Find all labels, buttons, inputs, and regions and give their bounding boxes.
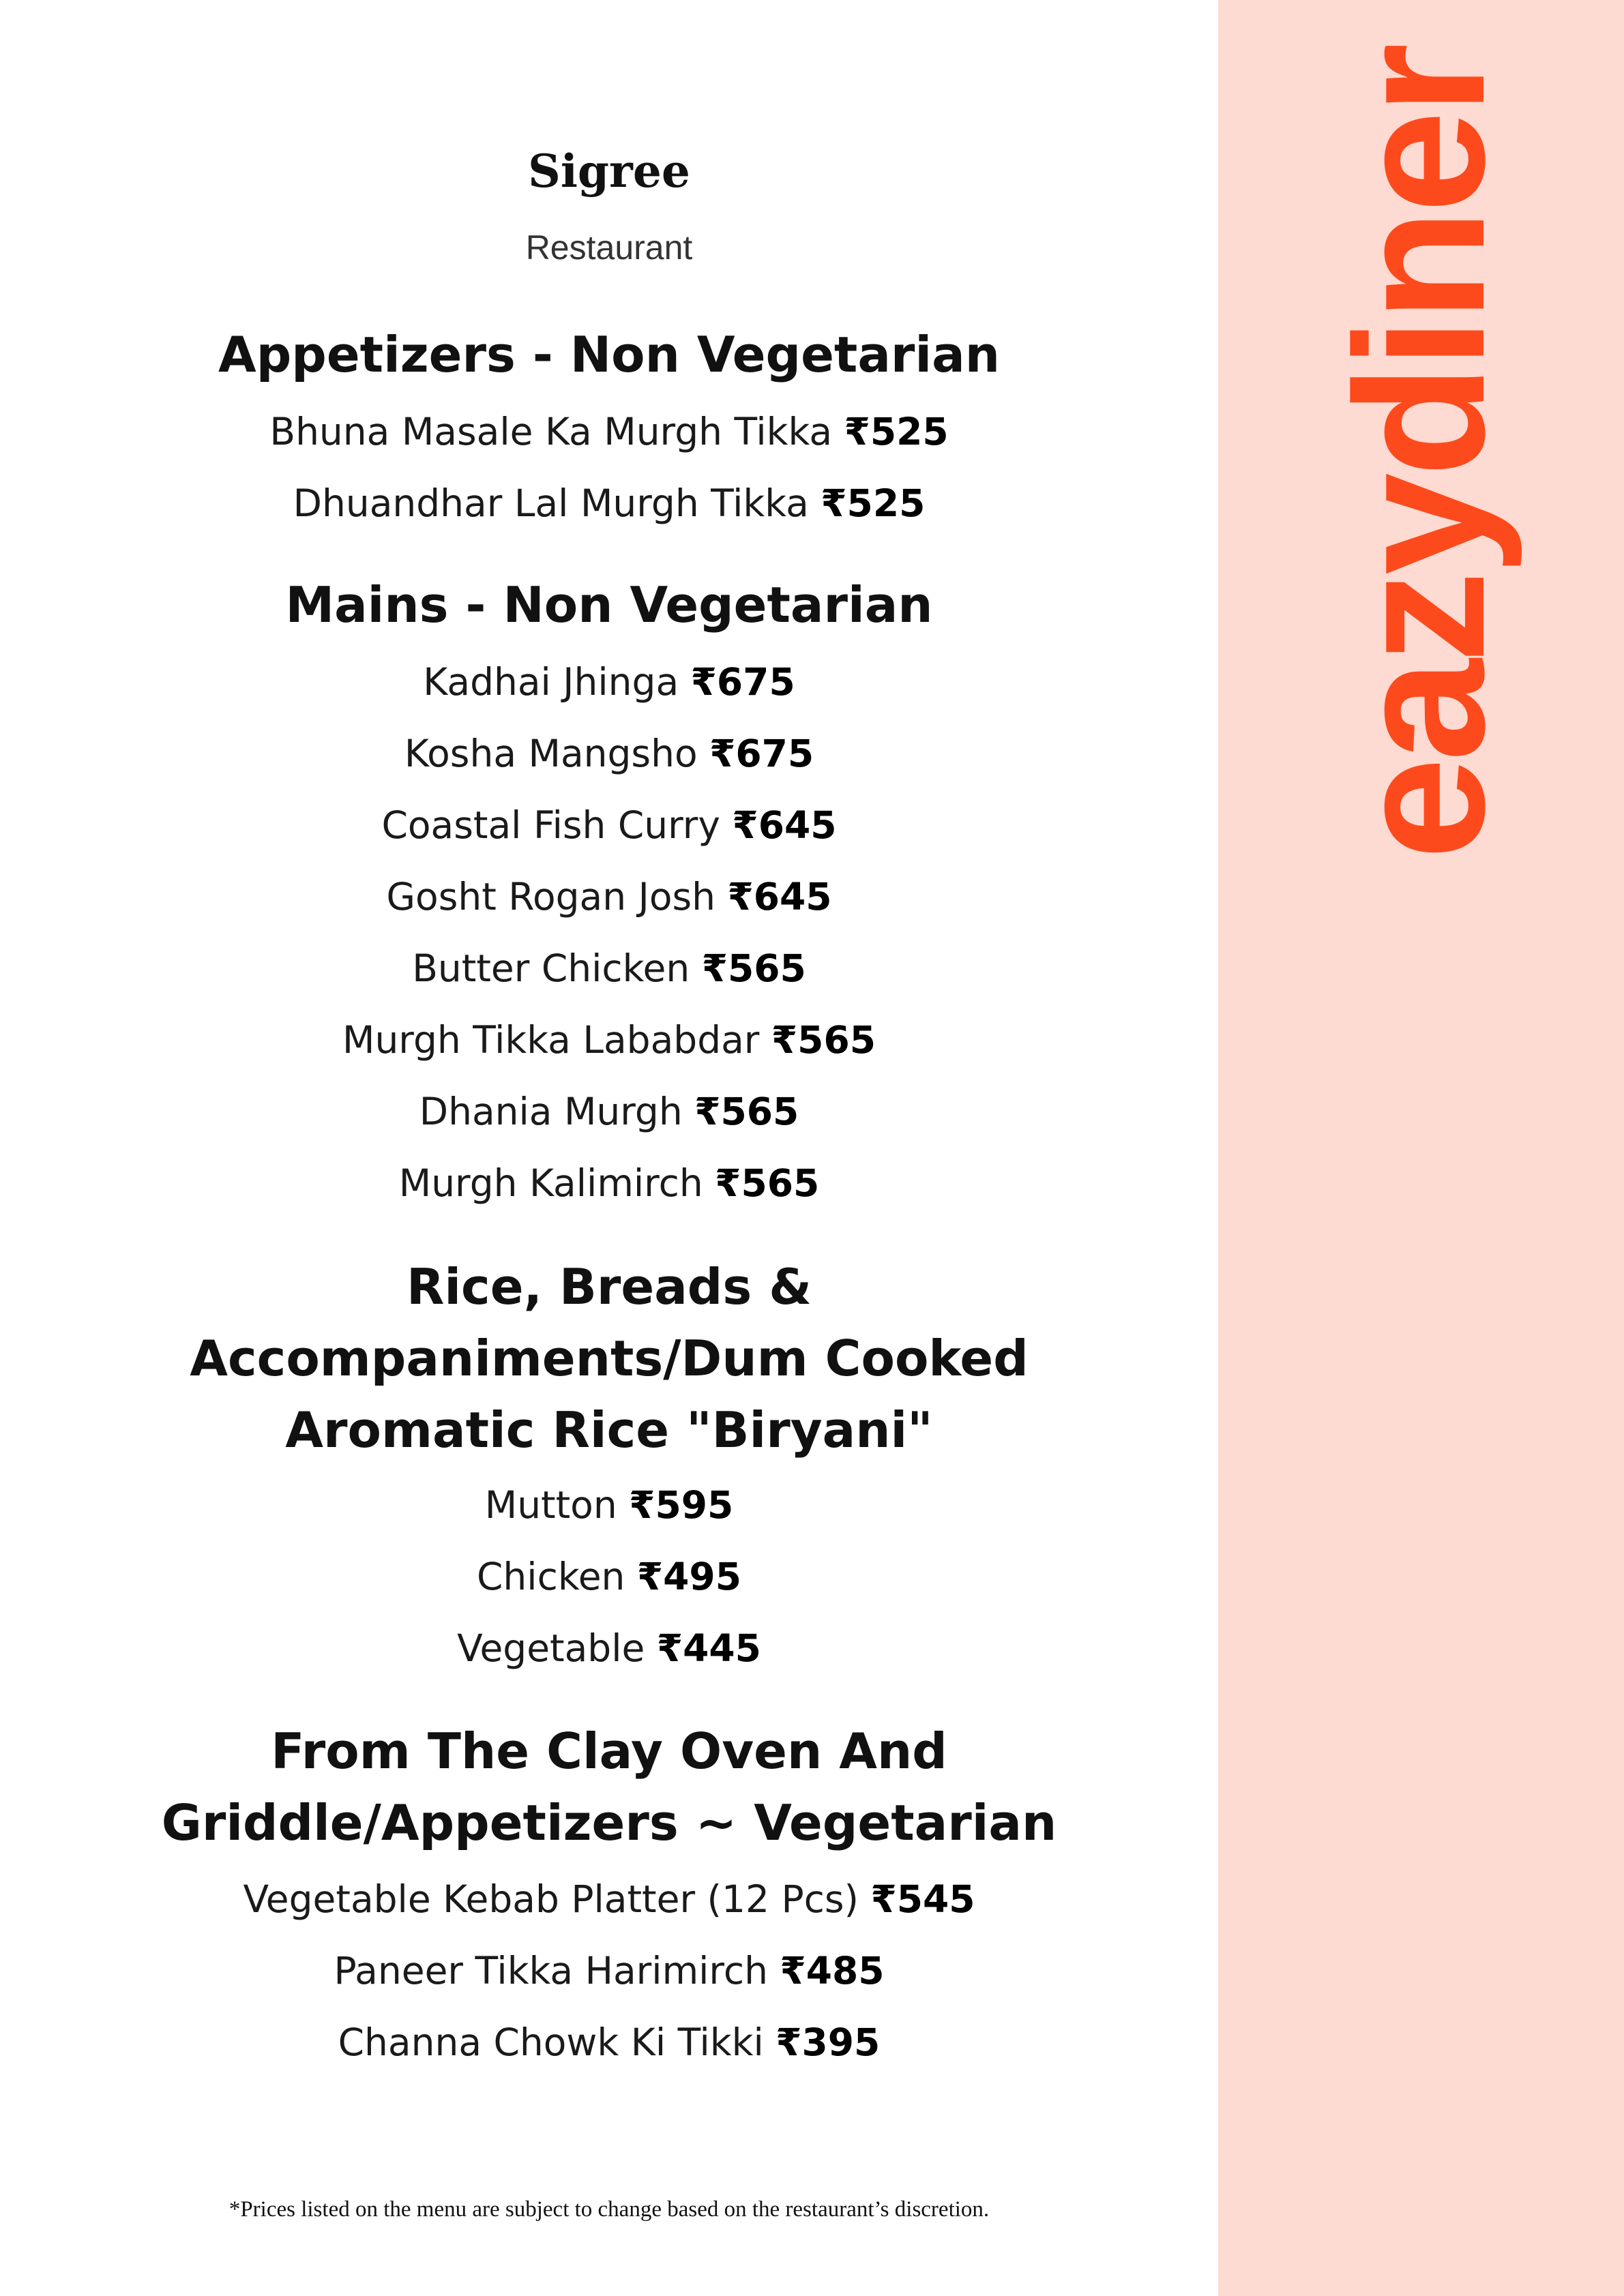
item-name: Gosht Rogan Josh [386, 875, 715, 919]
item-price: ₹565 [701, 946, 806, 990]
menu-item [0, 1088, 1218, 1135]
menu-item [0, 408, 1218, 456]
restaurant-name: Sigree [528, 145, 690, 198]
item-name: Vegetable Kebab Platter (12 Pcs) [243, 1877, 859, 1921]
item-name: Murgh Tikka Lababdar [342, 1018, 760, 1062]
menu-item [0, 479, 1218, 527]
item-name: Dhuandhar Lal Murgh Tikka [293, 481, 809, 525]
item-price: ₹675 [690, 660, 795, 704]
menu-item [0, 1624, 1218, 1672]
item-price: ₹525 [844, 410, 949, 453]
section-heading-rice-breads-line-2: Accompaniments/Dum Cooked [190, 1330, 1029, 1387]
eazydiner-logo: eazydiner [1318, 47, 1523, 860]
item-price: ₹675 [709, 732, 814, 775]
item-name: Paneer Tikka Harimirch [334, 1949, 768, 1993]
section-heading-clay-oven-line-1: From The Clay Oven And [271, 1723, 947, 1780]
item-name: Kadhai Jhinga [423, 660, 679, 704]
menu-item [0, 873, 1218, 921]
section-heading-appetizers-non-veg: Appetizers - Non Vegetarian [218, 326, 1000, 383]
item-price: ₹445 [656, 1626, 761, 1670]
menu-item [0, 801, 1218, 849]
item-price: ₹645 [727, 875, 832, 919]
brand-logo-area [1218, 0, 1624, 900]
item-name: Coastal Fish Curry [381, 803, 720, 847]
item-name: Vegetable [457, 1626, 645, 1670]
restaurant-subtitle: Restaurant [525, 228, 693, 267]
price-disclaimer: *Prices listed on the menu are subject to change based on the restaurant’s discretion. [228, 2197, 990, 2222]
item-price: ₹495 [636, 1555, 741, 1598]
menu-item [0, 1947, 1218, 1995]
item-price: ₹595 [629, 1483, 734, 1527]
menu-item [0, 1481, 1218, 1529]
item-price: ₹565 [715, 1161, 820, 1205]
item-price: ₹485 [780, 1949, 885, 1993]
item-name: Channa Chowk Ki Tikki [338, 2021, 764, 2064]
item-price: ₹565 [694, 1090, 799, 1133]
menu-item [0, 730, 1218, 777]
menu-item [0, 944, 1218, 992]
section-heading-mains-non-veg: Mains - Non Vegetarian [285, 576, 933, 633]
menu-item [0, 1159, 1218, 1207]
item-price: ₹565 [771, 1018, 876, 1062]
section-heading-clay-oven-line-2: Griddle/Appetizers ~ Vegetarian [161, 1794, 1057, 1851]
item-name: Bhuna Masale Ka Murgh Tikka [269, 410, 833, 453]
item-price: ₹545 [870, 1877, 975, 1921]
section-heading-rice-breads-line-3: Aromatic Rice "Biryani" [285, 1401, 933, 1459]
menu-item [0, 1016, 1218, 1064]
item-name: Kosha Mangsho [404, 732, 698, 775]
menu-item [0, 658, 1218, 706]
item-name: Chicken [477, 1555, 625, 1598]
item-price: ₹645 [732, 803, 837, 847]
section-heading-rice-breads-line-1: Rice, Breads & [406, 1258, 812, 1315]
menu-item [0, 2018, 1218, 2066]
item-name: Mutton [484, 1483, 617, 1527]
item-name: Murgh Kalimirch [398, 1161, 703, 1205]
item-price: ₹395 [776, 2021, 881, 2064]
menu-item [0, 1875, 1218, 1923]
item-price: ₹525 [821, 481, 926, 525]
item-name: Dhania Murgh [419, 1090, 683, 1133]
menu-item [0, 1553, 1218, 1600]
item-name: Butter Chicken [412, 946, 690, 990]
